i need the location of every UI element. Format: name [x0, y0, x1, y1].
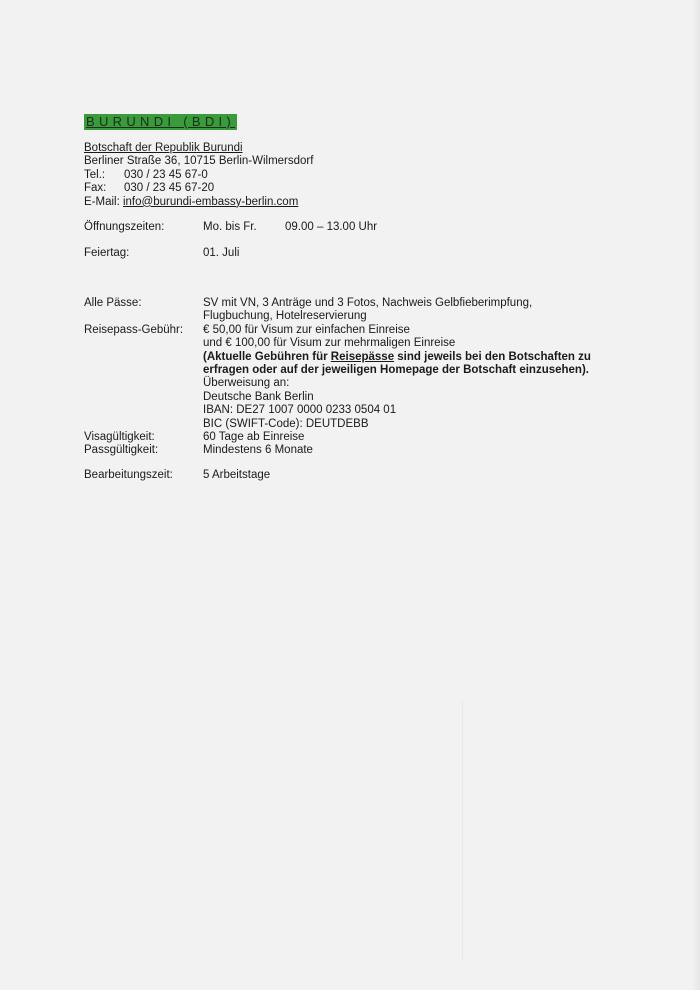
fax-label: Fax: [84, 182, 107, 195]
fax-line [84, 182, 313, 195]
fee-note-underlined: Reisepässe [330, 350, 395, 363]
bic-line: BIC (SWIFT-Code): DEUTDEBB [203, 417, 369, 430]
tel-label: Tel.: [84, 168, 106, 181]
holiday-value: 01. Juli [203, 247, 240, 259]
bank-line: Deutsche Bank Berlin [203, 390, 314, 403]
fee-line-single: € 50,00 für Visum zur einfachen Einreise [203, 323, 410, 336]
opening-hours: 09.00 – 13.00 Uhr [285, 221, 378, 233]
country-heading: BURUNDI (BDI) [86, 114, 236, 129]
bank-line: Überweisung an: [203, 377, 290, 390]
pass-validity-label: Passgültigkeit: [84, 444, 159, 456]
scan-fold-mark [462, 700, 463, 960]
iban-line: IBAN: DE27 1007 0000 0233 0504 01 [203, 404, 397, 417]
fee-note-text: sind jeweils bei den Botschaften zu [394, 350, 591, 363]
fee-line-multiple: und € 100,00 für Visum zur mehrmaligen Einreise [203, 337, 456, 350]
requirement-line: Flugbuchung, Hotelreservierung [203, 310, 367, 323]
email-label: E-Mail: [84, 195, 120, 208]
tel-value: 030 / 23 45 67-0 [124, 168, 208, 181]
embassy-name: Botschaft der Republik Burundi [84, 142, 243, 154]
requirements-block [203, 297, 603, 458]
requirement-line: SV mit VN, 3 Anträge und 3 Fotos, Nachweis Gelbfieberimpfung, [203, 297, 533, 309]
processing-time-value: 5 Arbeitstage [203, 469, 271, 481]
holiday-label: Feiertag: [84, 247, 130, 259]
passes-label: Alle Pässe: [84, 297, 142, 309]
fee-note-line1 [203, 351, 603, 364]
opening-hours-label: Öffnungszeiten: [84, 221, 165, 233]
tel-line [84, 169, 313, 182]
processing-time-label: Bearbeitungszeit: [84, 469, 173, 481]
embassy-address: Berliner Straße 36, 10715 Berlin-Wilmersdorf [84, 155, 314, 168]
visa-validity-label: Visagültigkeit: [84, 431, 155, 443]
fee-note-text: (Aktuelle Gebühren für [203, 350, 331, 363]
fee-label: Reisepass-Gebühr: [84, 324, 184, 336]
visa-validity-value: 60 Tage ab Einreise [203, 431, 305, 444]
scan-edge [692, 0, 700, 990]
fax-value: 030 / 23 45 67-20 [124, 182, 215, 195]
fee-note-line2: erfragen oder auf der jeweiligen Homepage der Botschaft einzusehen). [203, 364, 589, 377]
email-link[interactable]: info@burundi-embassy-berlin.com [122, 195, 299, 208]
opening-days: Mo. bis Fr. [203, 221, 257, 233]
email-line [84, 196, 313, 209]
embassy-contact-block [84, 142, 313, 209]
pass-validity-value: Mindestens 6 Monate [203, 444, 313, 457]
